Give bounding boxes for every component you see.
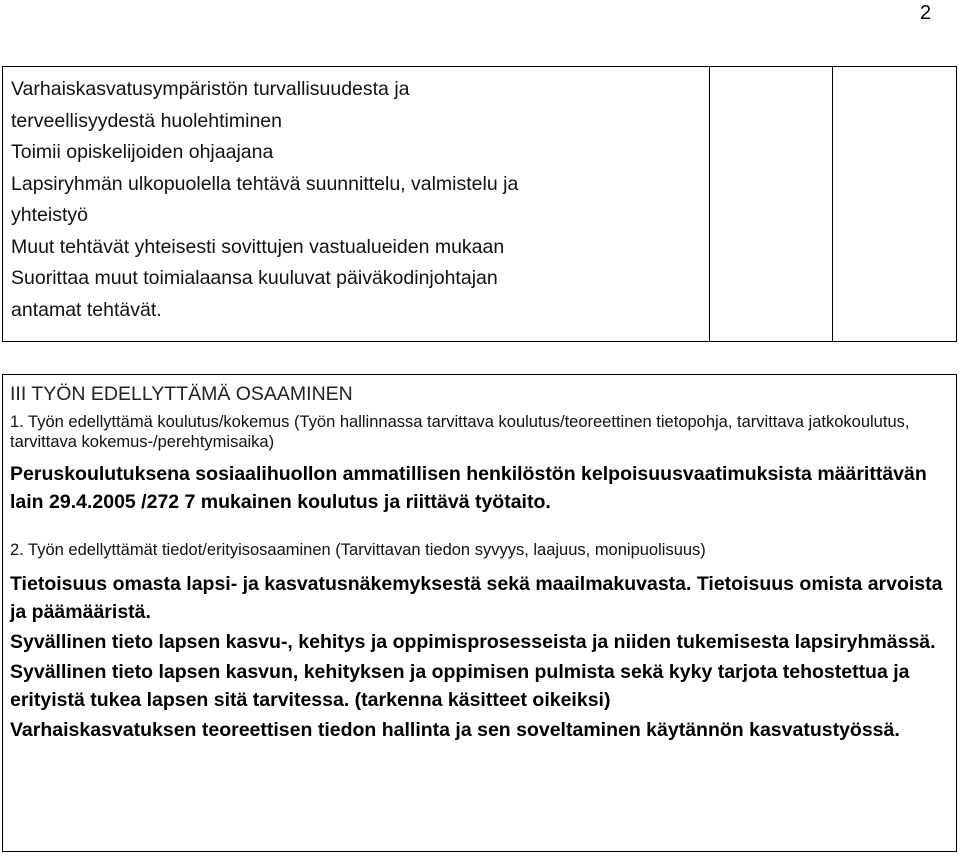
answer-2-item: Tietoisuus omasta lapsi- ja kasvatusnäkemyksestä sekä maailmakuvasta. Tietoisuus omista arvoista ja päämääristä. [10,573,943,623]
duty-line: yhteistyö [11,204,88,226]
answers-2 [10,570,956,744]
answer-2-item: Syvällinen tieto lapsen kasvu-, kehitys ja oppimisprosesseista ja niiden tukemisesta lapsiryhmässä. [10,631,936,653]
duties-table [2,66,957,342]
section-title: III TYÖN EDELLYTTÄMÄ OSAAMINEN [10,383,353,405]
page-number: 2 [920,2,932,24]
answer-1: Peruskoulutuksena sosiaalihuollon ammatillisen henkilöstön kelpoisuusvaatimuksista määrittävän lain 29.4.2005 /272 7 mukainen koulutus ja riittävä työtaito. [10,463,927,513]
competence-section [2,374,957,852]
duty-line: terveellisyydestä huolehtiminen [11,109,282,132]
duty-line: Toimii opiskelijoiden ohjaajana [11,141,274,163]
empty-cell [833,67,956,341]
answer-2-item: Varhaiskasvatuksen teoreettisen tiedon hallinta ja sen soveltaminen käytännön kasvatustyössä. [10,719,900,741]
duty-line: Lapsiryhmän ulkopuolella tehtävä suunnittelu, valmistelu ja [11,172,519,195]
duties-cell [3,67,710,341]
empty-cell [710,67,833,341]
duty-line: Muut tehtävät yhteisesti sovittujen vastualueiden mukaan [11,235,505,258]
duty-line: Suorittaa muut toimialaansa kuuluvat päiväkodinjohtajan [11,267,498,289]
question-1: 1. Työn edellyttämä koulutus/kokemus (Työn hallinnassa tarvittava koulutus/teoreettinen tietopohja, tarvittava jatkokoulutus, tarvittava kokemus-/perehtymisaika) [10,413,910,451]
duty-line: Varhaiskasvatusympäristön turvallisuudesta ja [11,78,410,100]
question-2: 2. Työn edellyttämät tiedot/erityisosaaminen (Tarvittavan tiedon syvyys, laajuus, monipuolisuus) [10,541,706,559]
answer-2-item: Syvällinen tieto lapsen kasvun, kehityksen ja oppimisen pulmista sekä kyky tarjota tehostettua ja erityistä tukea lapsen sitä tarvitessa. (tarkenna käsitteet oikeiksi) [10,661,910,711]
duty-line: antamat tehtävät. [11,298,162,321]
